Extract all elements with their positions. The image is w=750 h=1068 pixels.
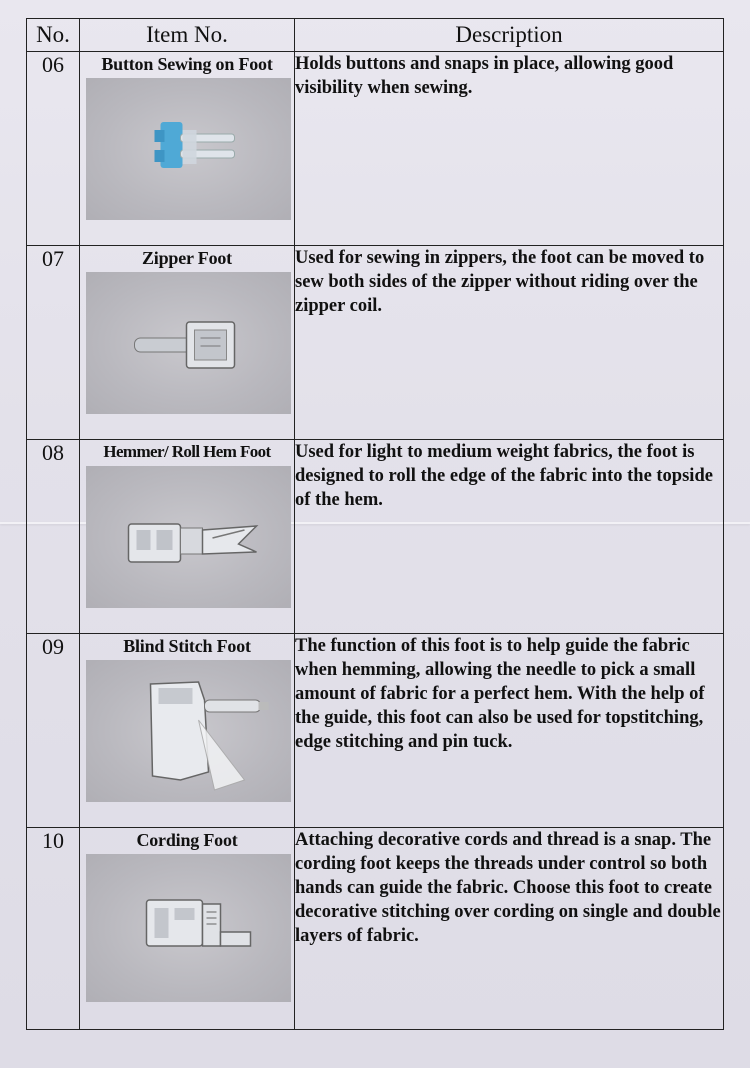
table-row [27, 634, 724, 828]
item-name: Button Sewing on Foot [101, 54, 273, 74]
item-name: Blind Stitch Foot [123, 636, 251, 656]
item-description: Attaching decorative cords and thread is a snap. The cording foot keeps the threads under control so both hands can guide the fabric. Choose this foot to create decorative stitching over cording on single and double layers of fabric. [295, 828, 724, 1030]
blind-stitch-foot-icon [86, 660, 291, 802]
item-name: Hemmer/ Roll Hem Foot [103, 442, 271, 461]
table-row [27, 828, 724, 1030]
cording-foot-icon [86, 854, 291, 1002]
presser-feet-table [26, 18, 724, 1030]
item-description: Holds buttons and snaps in place, allowing good visibility when sewing. [295, 52, 724, 246]
table-row [27, 246, 724, 440]
header-item-no: Item No. [80, 19, 295, 52]
item-description: Used for light to medium weight fabrics, the foot is designed to roll the edge of the fabric into the topside of the hem. [295, 440, 724, 634]
item-name: Cording Foot [136, 830, 238, 850]
row-number: 06 [27, 52, 80, 246]
table-row [27, 440, 724, 634]
item-name: Zipper Foot [142, 248, 232, 268]
item-description: The function of this foot is to help guide the fabric when hemming, allowing the needle to pick a small amount of fabric for a perfect hem. With the help of the guide, this foot can also be used for topstitching, edge stitching and pin tuck. [295, 634, 724, 828]
header-description: Description [295, 19, 724, 52]
table-row [27, 52, 724, 246]
table-header-row [27, 19, 724, 52]
item-cell [80, 52, 295, 246]
row-number: 07 [27, 246, 80, 440]
item-cell [80, 246, 295, 440]
item-description: Used for sewing in zippers, the foot can be moved to sew both sides of the zipper without riding over the zipper coil. [295, 246, 724, 440]
item-cell [80, 634, 295, 828]
row-number: 08 [27, 440, 80, 634]
zipper-foot-icon [86, 272, 291, 414]
button-sewing-foot-icon [86, 78, 291, 220]
item-cell [80, 440, 295, 634]
row-number: 10 [27, 828, 80, 1030]
row-number: 09 [27, 634, 80, 828]
roll-hem-foot-icon [86, 466, 291, 608]
header-no: No. [27, 19, 80, 52]
item-cell [80, 828, 295, 1030]
